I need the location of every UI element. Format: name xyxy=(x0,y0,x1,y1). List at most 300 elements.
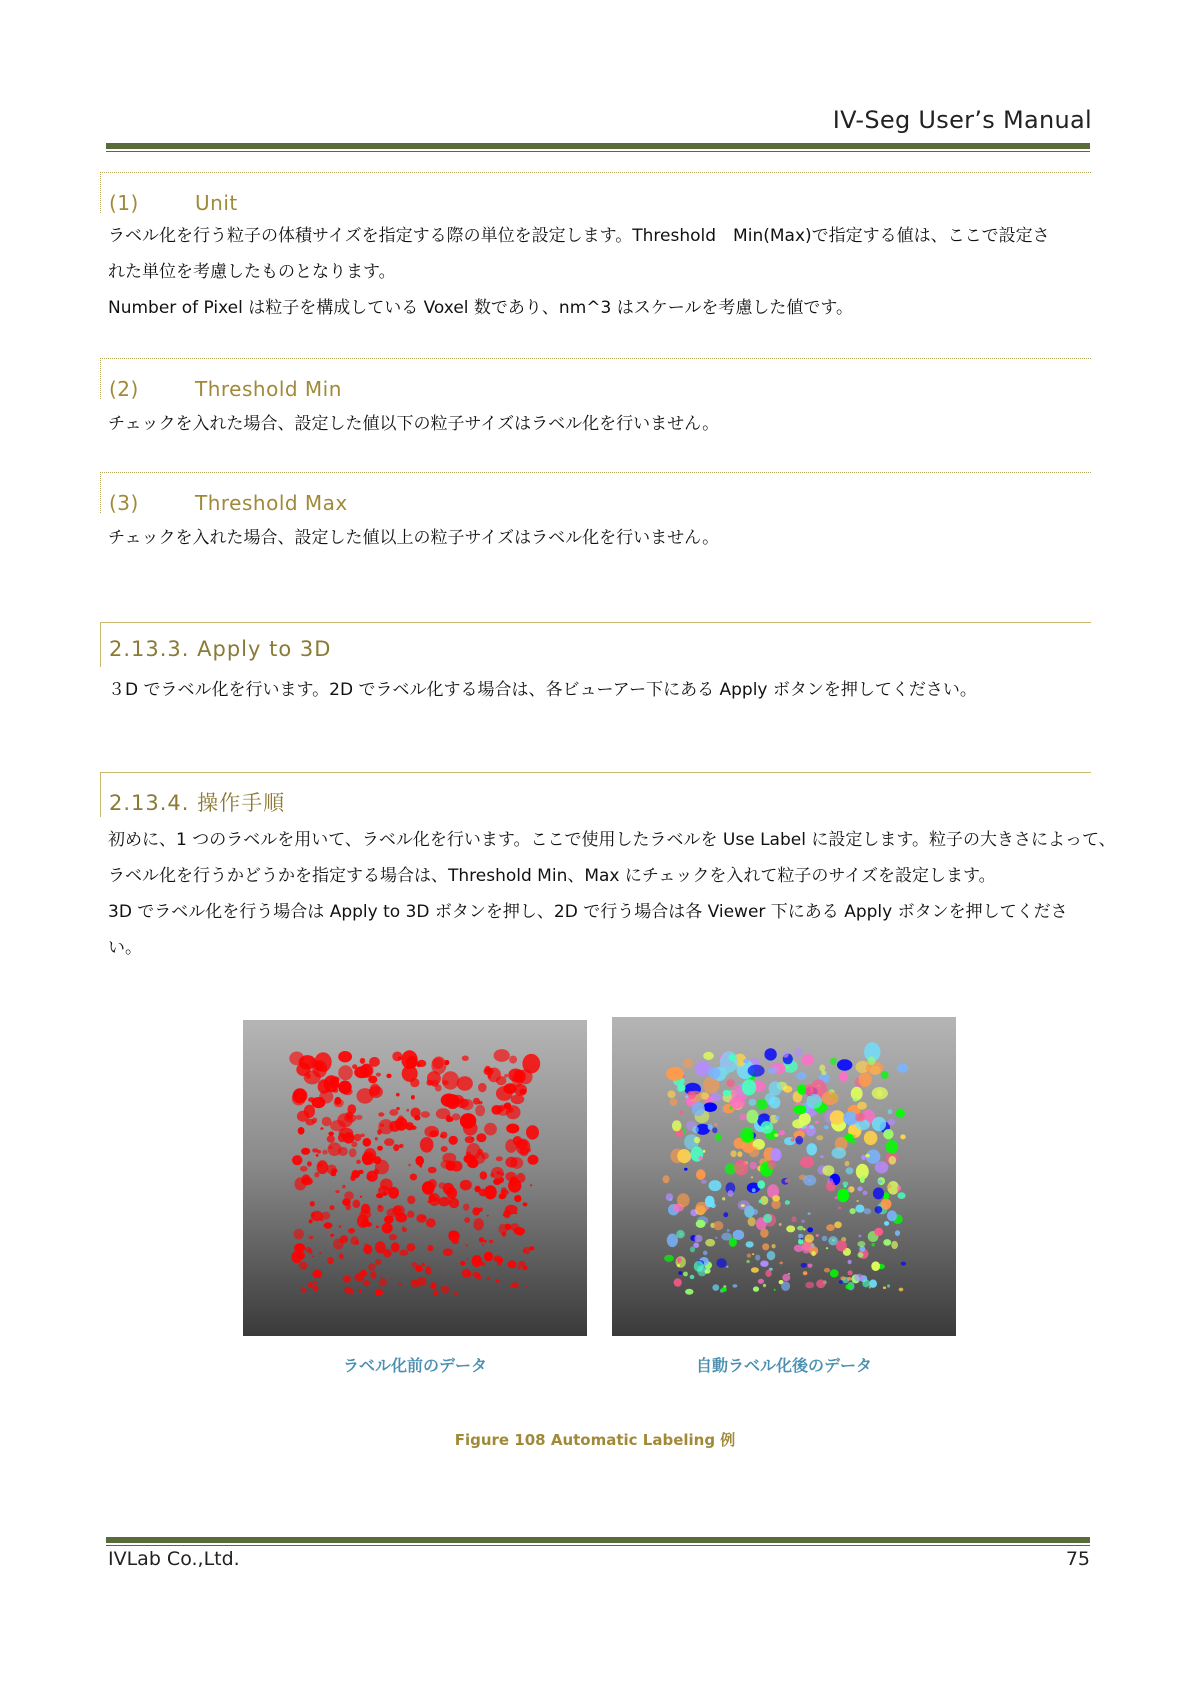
particle xyxy=(392,1052,402,1062)
particle xyxy=(836,1240,847,1251)
particle xyxy=(475,1186,481,1193)
particle xyxy=(312,1255,314,1257)
particle xyxy=(783,1051,789,1057)
particle xyxy=(791,1216,796,1222)
particle xyxy=(449,1136,458,1145)
particle xyxy=(402,1065,418,1082)
figure-title: Figure 108 Automatic Labeling 例 xyxy=(454,1431,736,1449)
particle xyxy=(484,1252,493,1262)
particle xyxy=(406,1109,409,1112)
particle xyxy=(346,1112,354,1120)
particle xyxy=(460,1261,465,1266)
particle xyxy=(703,1251,708,1256)
particle xyxy=(503,1214,506,1217)
particle xyxy=(900,1134,905,1139)
particle xyxy=(771,1148,782,1161)
particle xyxy=(432,1058,443,1069)
particle xyxy=(361,1204,371,1214)
particle xyxy=(523,1202,528,1206)
particle xyxy=(763,1214,772,1223)
particle xyxy=(424,1126,439,1138)
particle xyxy=(339,1225,341,1228)
particle xyxy=(360,1134,365,1138)
particle xyxy=(522,1054,540,1074)
particle xyxy=(505,1157,517,1168)
particle xyxy=(751,1176,753,1178)
particle xyxy=(844,1185,847,1187)
particle xyxy=(868,1056,876,1065)
particle xyxy=(800,1238,802,1240)
particle xyxy=(335,1190,339,1193)
particle xyxy=(717,1258,727,1268)
particle xyxy=(478,1208,483,1212)
particle xyxy=(415,1156,424,1166)
particle xyxy=(327,1135,335,1143)
particle xyxy=(496,1171,501,1175)
particle xyxy=(891,1241,898,1249)
particle xyxy=(445,1274,447,1276)
particle xyxy=(693,1242,699,1248)
particle xyxy=(684,1168,688,1171)
particle xyxy=(853,1135,857,1138)
particle xyxy=(484,1123,497,1136)
particle xyxy=(759,1200,763,1204)
particle xyxy=(677,1264,680,1267)
particle xyxy=(834,1221,842,1228)
particle xyxy=(473,1098,480,1105)
particle xyxy=(721,1287,727,1292)
particle xyxy=(341,1083,344,1087)
particle xyxy=(386,1074,391,1079)
particle xyxy=(461,1099,474,1110)
particle xyxy=(763,1284,766,1287)
particle xyxy=(354,1134,362,1142)
particle xyxy=(320,1127,323,1130)
particle xyxy=(768,1067,777,1074)
particle xyxy=(751,1267,759,1273)
particle xyxy=(755,1255,760,1261)
particle xyxy=(732,1284,737,1288)
particle xyxy=(786,1225,795,1232)
particle xyxy=(799,1113,811,1125)
particle xyxy=(674,1278,682,1287)
particle xyxy=(466,1244,468,1246)
particle xyxy=(472,1255,482,1267)
particle xyxy=(357,1214,369,1228)
subsection-title: Threshold Min xyxy=(195,377,342,401)
particle xyxy=(785,1179,790,1183)
particle xyxy=(328,1142,342,1156)
particle xyxy=(301,1288,307,1293)
particle xyxy=(513,1136,522,1145)
particle xyxy=(302,1174,311,1183)
particle xyxy=(772,1244,776,1248)
particle xyxy=(378,1186,390,1196)
particle xyxy=(779,1223,782,1226)
particle xyxy=(388,1187,399,1199)
particle xyxy=(875,1161,889,1173)
particle xyxy=(321,1212,330,1220)
particle xyxy=(314,1172,319,1177)
particle xyxy=(289,1052,304,1066)
particle xyxy=(803,1228,805,1230)
particle xyxy=(751,1209,758,1215)
particle xyxy=(683,1058,693,1068)
particle xyxy=(407,1211,414,1218)
particle xyxy=(683,1272,688,1277)
particle xyxy=(376,1073,381,1077)
particle xyxy=(343,1276,351,1283)
particle xyxy=(294,1229,304,1240)
particle xyxy=(370,1084,381,1096)
paragraph-line: チェックを入れた場合、設定した値以上の粒子サイズはラベル化を行いません。 xyxy=(108,528,720,548)
particle xyxy=(863,1191,868,1195)
particle xyxy=(881,1071,889,1079)
particle xyxy=(449,1230,458,1237)
subsection-title: Threshold Max xyxy=(195,491,348,515)
particle xyxy=(460,1113,476,1128)
particle xyxy=(699,1156,703,1161)
particle xyxy=(487,1068,501,1083)
particle xyxy=(375,1289,383,1296)
particle xyxy=(398,1209,401,1211)
particle xyxy=(886,1140,899,1154)
particle xyxy=(837,1189,849,1203)
particle xyxy=(360,1196,362,1198)
particle xyxy=(806,1143,817,1155)
particle xyxy=(489,1240,493,1243)
particle xyxy=(315,1052,332,1072)
particle xyxy=(764,1048,776,1060)
particle xyxy=(399,1250,408,1256)
particle xyxy=(785,1200,790,1205)
particle xyxy=(677,1193,690,1207)
particle xyxy=(861,1155,866,1160)
particle xyxy=(523,1250,527,1253)
particle xyxy=(855,1205,864,1213)
subsection-number: (1) xyxy=(109,191,139,215)
particle xyxy=(748,1146,759,1157)
particle xyxy=(396,1107,400,1110)
particle xyxy=(750,1162,757,1170)
particle xyxy=(826,1247,828,1249)
particle xyxy=(468,1115,472,1119)
particle xyxy=(491,1105,501,1115)
particle xyxy=(422,1263,425,1266)
particle xyxy=(845,1161,850,1166)
particle xyxy=(312,1118,317,1124)
particle xyxy=(510,1286,512,1288)
particle xyxy=(672,1120,682,1131)
particle xyxy=(692,1126,698,1133)
particle xyxy=(875,1206,883,1213)
particle xyxy=(694,1261,704,1272)
particle xyxy=(855,1113,865,1122)
paragraph-line: ３D でラベル化を行います。2D でラベル化する場合は、各ビューアー下にある Apply ボタンを押してください。 xyxy=(108,680,977,700)
particle xyxy=(356,1160,361,1164)
particle xyxy=(307,1161,312,1166)
particle xyxy=(803,1271,808,1275)
particle xyxy=(865,1154,870,1158)
particle xyxy=(696,1169,706,1180)
particle xyxy=(824,1125,829,1129)
particle xyxy=(765,1270,771,1277)
particle xyxy=(822,1236,828,1241)
particle xyxy=(887,1284,890,1287)
particle xyxy=(805,1282,814,1289)
particle xyxy=(352,1200,360,1208)
particle xyxy=(694,1235,702,1243)
particle xyxy=(463,1204,469,1211)
particle xyxy=(509,1056,517,1064)
particle xyxy=(708,1067,720,1079)
particle xyxy=(382,1223,393,1234)
particle xyxy=(416,1214,426,1223)
particle xyxy=(822,1165,834,1176)
particle xyxy=(815,1121,819,1124)
particle xyxy=(477,1149,483,1155)
particle xyxy=(726,1266,728,1268)
particle xyxy=(379,1188,381,1191)
particle xyxy=(677,1149,691,1163)
particle xyxy=(452,1113,461,1120)
particle xyxy=(797,1226,804,1231)
particle xyxy=(389,1234,397,1240)
particle xyxy=(417,1063,421,1067)
particle xyxy=(375,1137,378,1141)
particle xyxy=(331,1234,335,1237)
particle xyxy=(824,1268,830,1273)
particle xyxy=(481,1262,485,1266)
particle xyxy=(338,1065,353,1080)
particle xyxy=(322,1150,327,1155)
particle xyxy=(859,1235,862,1238)
particle xyxy=(753,1286,759,1291)
particle xyxy=(796,1072,807,1080)
particle xyxy=(359,1289,362,1292)
particle xyxy=(690,1275,695,1279)
particle xyxy=(805,1234,814,1242)
particle xyxy=(726,1079,734,1087)
particle xyxy=(821,1071,826,1075)
particle xyxy=(690,1247,695,1253)
particle xyxy=(494,1255,502,1262)
particle xyxy=(449,1198,459,1209)
particle xyxy=(685,1095,688,1098)
particle xyxy=(328,1132,334,1136)
particle xyxy=(862,1175,866,1178)
particle xyxy=(304,1105,315,1118)
particle xyxy=(703,1150,706,1153)
particle xyxy=(830,1058,837,1065)
particle xyxy=(743,1059,748,1064)
particle xyxy=(441,1286,450,1294)
particle xyxy=(351,1141,357,1147)
particle xyxy=(832,1147,847,1158)
header-rule-thin xyxy=(106,151,1090,152)
particle xyxy=(800,1156,814,1168)
particle xyxy=(311,1212,315,1216)
particle xyxy=(895,1230,900,1236)
section-title: 2.13.3. Apply to 3D xyxy=(109,637,332,661)
particle xyxy=(872,1243,875,1247)
particle xyxy=(862,1279,869,1287)
particle xyxy=(358,1170,364,1174)
particle xyxy=(729,1054,736,1061)
particle xyxy=(802,1242,812,1253)
particle xyxy=(411,1095,415,1099)
particle xyxy=(410,1174,417,1181)
subsection-unit-heading xyxy=(100,172,1091,213)
particle xyxy=(428,1167,437,1174)
particle xyxy=(845,1284,853,1290)
figure-image-before xyxy=(243,1020,587,1336)
particle xyxy=(696,1220,706,1228)
particle xyxy=(729,1097,745,1109)
particle xyxy=(877,1180,882,1184)
particle xyxy=(444,1060,449,1065)
particle xyxy=(887,1210,897,1221)
particle xyxy=(685,1289,693,1295)
particle xyxy=(740,1114,747,1121)
particle xyxy=(767,1160,776,1170)
particle xyxy=(530,1184,533,1186)
particle xyxy=(816,1234,819,1236)
particle xyxy=(420,1137,434,1153)
particle xyxy=(342,1088,352,1095)
particle xyxy=(327,1257,333,1264)
particle xyxy=(703,1077,719,1094)
particle xyxy=(758,1279,764,1284)
particle xyxy=(856,1200,858,1202)
particle xyxy=(731,1150,737,1157)
particle xyxy=(440,1135,443,1138)
particle xyxy=(798,1234,803,1239)
particle xyxy=(312,1270,322,1278)
particle xyxy=(888,1119,896,1126)
particle xyxy=(319,1090,333,1104)
particle xyxy=(528,1155,539,1165)
particle xyxy=(857,1241,865,1247)
particle xyxy=(762,1243,769,1250)
particle xyxy=(708,1124,713,1130)
particle xyxy=(506,1124,519,1134)
particle xyxy=(899,1288,904,1292)
particle xyxy=(839,1072,848,1082)
particle xyxy=(737,1151,742,1157)
particle xyxy=(694,1137,700,1144)
particle xyxy=(360,1058,366,1064)
particle xyxy=(801,1263,807,1268)
particle xyxy=(666,1067,684,1081)
particle xyxy=(816,1279,825,1288)
particle xyxy=(314,1281,318,1284)
particle xyxy=(478,1083,487,1092)
particle xyxy=(848,1260,852,1264)
particle xyxy=(299,1262,308,1269)
particle xyxy=(443,1248,453,1256)
particle xyxy=(346,1204,352,1211)
particle xyxy=(426,1218,436,1227)
figure-image-after xyxy=(612,1017,956,1336)
particle xyxy=(722,1197,725,1200)
particle xyxy=(721,1109,724,1112)
particle xyxy=(896,1108,905,1118)
particle xyxy=(857,1187,862,1192)
particle xyxy=(796,1136,804,1145)
particle xyxy=(793,1105,806,1115)
particle xyxy=(331,1076,339,1082)
particle xyxy=(715,1237,717,1239)
particle xyxy=(473,1272,481,1277)
particle xyxy=(322,1117,332,1127)
particle xyxy=(452,1238,459,1244)
particle xyxy=(431,1080,438,1087)
particle xyxy=(454,1292,458,1297)
particle xyxy=(740,1127,754,1143)
particle xyxy=(811,1251,816,1256)
particle xyxy=(508,1260,517,1268)
paragraph-line: Number of Pixel は粒子を構成している Voxel 数であり、nm^3 はスケールを考慮した値です。 xyxy=(108,298,854,318)
particle xyxy=(350,1236,358,1245)
particle xyxy=(368,1263,376,1271)
particle xyxy=(706,1206,709,1209)
particle xyxy=(496,1156,503,1161)
particle xyxy=(791,1138,795,1141)
particle xyxy=(864,1208,872,1214)
particle xyxy=(846,1167,854,1174)
particle xyxy=(497,1261,502,1266)
particle xyxy=(511,1095,525,1105)
particle xyxy=(339,1128,354,1139)
particle xyxy=(393,1144,399,1151)
particle xyxy=(816,1135,823,1140)
particle xyxy=(501,1187,507,1193)
particle xyxy=(748,1217,756,1226)
particle xyxy=(897,1186,901,1190)
particle xyxy=(678,1271,682,1275)
particle xyxy=(433,1290,438,1296)
particle xyxy=(752,1188,756,1192)
particle xyxy=(319,1252,322,1254)
particle xyxy=(701,1180,707,1184)
particle xyxy=(526,1148,531,1153)
particle xyxy=(487,1277,491,1280)
particle xyxy=(779,1262,783,1265)
particle xyxy=(728,1190,734,1197)
particle xyxy=(333,1239,344,1250)
particle xyxy=(897,1064,908,1073)
particle xyxy=(830,1269,839,1277)
particle xyxy=(826,1224,835,1231)
particle xyxy=(678,1084,685,1091)
particle xyxy=(839,1280,844,1284)
particle xyxy=(741,1204,745,1207)
particle xyxy=(782,1274,790,1282)
particle xyxy=(419,1164,422,1167)
particle xyxy=(396,1093,400,1097)
particle xyxy=(316,1154,319,1157)
particle xyxy=(505,1205,518,1215)
particle xyxy=(464,1217,470,1223)
particle xyxy=(295,1243,306,1252)
particle xyxy=(747,1253,751,1257)
particle xyxy=(486,1187,489,1190)
subsection-thmax-heading xyxy=(100,472,1091,513)
particle xyxy=(822,1091,839,1105)
particle xyxy=(772,1195,780,1201)
particle xyxy=(712,1284,719,1291)
